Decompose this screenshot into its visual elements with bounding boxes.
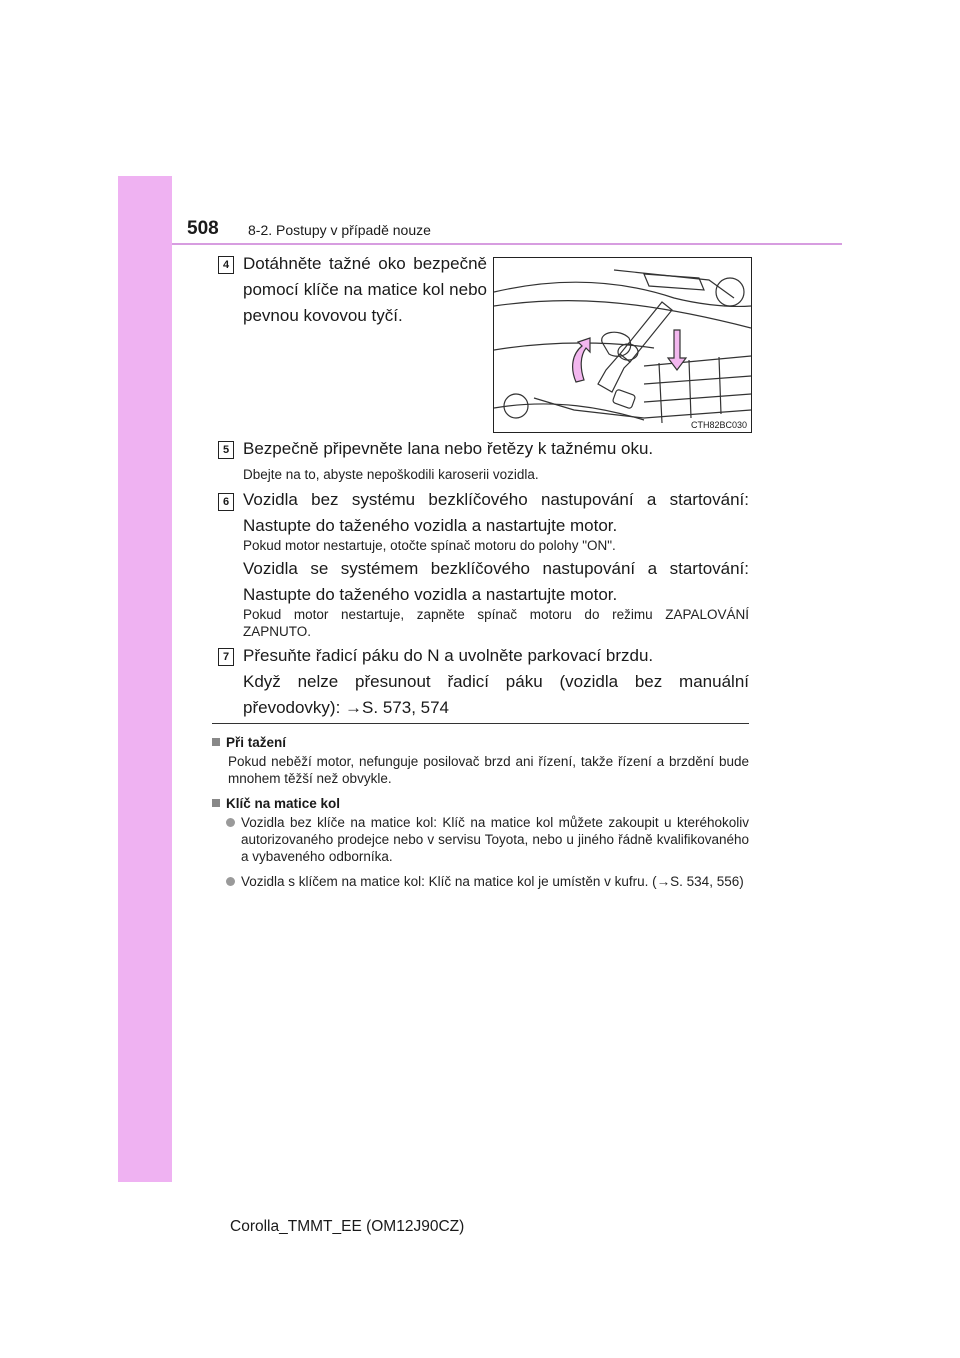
step-6-text-b: Vozidla se systémem bezklíčového nastupování a startování: Nastupte do taženého vozidla a nastartujte motor.: [243, 559, 749, 604]
step-5-text: Bezpečně připevněte lana nebo řetězy k tažnému oku.: [243, 439, 654, 458]
step-number-6: 6: [218, 493, 234, 511]
step-number-7: 7: [218, 648, 234, 666]
square-bullet-icon: [212, 738, 220, 746]
step-number-4: 4: [218, 256, 234, 274]
step-6-note-a: Pokud motor nestartuje, otočte spínač motoru do polohy "ON".: [243, 538, 616, 553]
tow-eye-illustration: [493, 257, 752, 433]
round-bullet-icon: [226, 877, 235, 886]
tow-eye-wrench-illustration-icon: [494, 258, 751, 432]
step-7-text-2: Když nelze přesunout řadicí páku (vozidla bez manuální převodovky): →S. 573, 574: [243, 672, 749, 717]
section-divider: [212, 723, 749, 724]
info-heading-wrench-text: Klíč na matice kol: [226, 796, 341, 811]
page-number: 508: [187, 218, 219, 239]
section-title: 8-2. Postupy v případě nouze: [248, 222, 431, 238]
header-rule: [172, 243, 842, 245]
round-bullet-icon: [226, 818, 235, 827]
step-number-5: 5: [218, 441, 234, 459]
footer-doc-id: Corolla_TMMT_EE (OM12J90CZ): [230, 1218, 465, 1235]
side-tab-band: [118, 176, 172, 1182]
info-heading-towing-text: Při tažení: [226, 735, 287, 750]
info-wrench-bullet-2: Vozidla s klíčem na matice kol: Klíč na matice kol je umístěn v kufru. (→S. 534, 556): [241, 874, 744, 889]
step-6-note-b: Pokud motor nestartuje, zapněte spínač motoru do režimu ZAPALOVÁNÍ ZAPNUTO.: [243, 607, 749, 639]
step-7-text-1: Přesuňte řadicí páku do N a uvolněte parkovací brzdu.: [243, 646, 654, 665]
info-towing-text: Pokud neběží motor, nefunguje posilovač brzd ani řízení, takže řízení a brzdění bude mnohem těžší než obvykle.: [228, 754, 749, 786]
illustration-code: CTH82BC030: [690, 420, 747, 430]
info-heading-towing: [212, 735, 286, 750]
step-5-note: Dbejte na to, abyste nepoškodili karoserii vozidla.: [243, 467, 539, 482]
square-bullet-icon: [212, 799, 220, 807]
info-heading-wrench: [212, 796, 340, 811]
step-6-text-a: Vozidla bez systému bezklíčového nastupování a startování: Nastupte do taženého vozidla a nastartujte motor.: [243, 490, 749, 535]
info-wrench-bullet-1: Vozidla bez klíče na matice kol: Klíč na matice kol můžete zakoupit u kteréhokoliv autorizovaného prodejce nebo v servisu Toyota, nebo u jiného řádně kvalifikovaného a vybaveného odborníka.: [241, 815, 749, 864]
step-4-text: Dotáhněte tažné oko bezpečně pomocí klíče na matice kol nebo pevnou kovovou tyčí.: [243, 254, 487, 325]
